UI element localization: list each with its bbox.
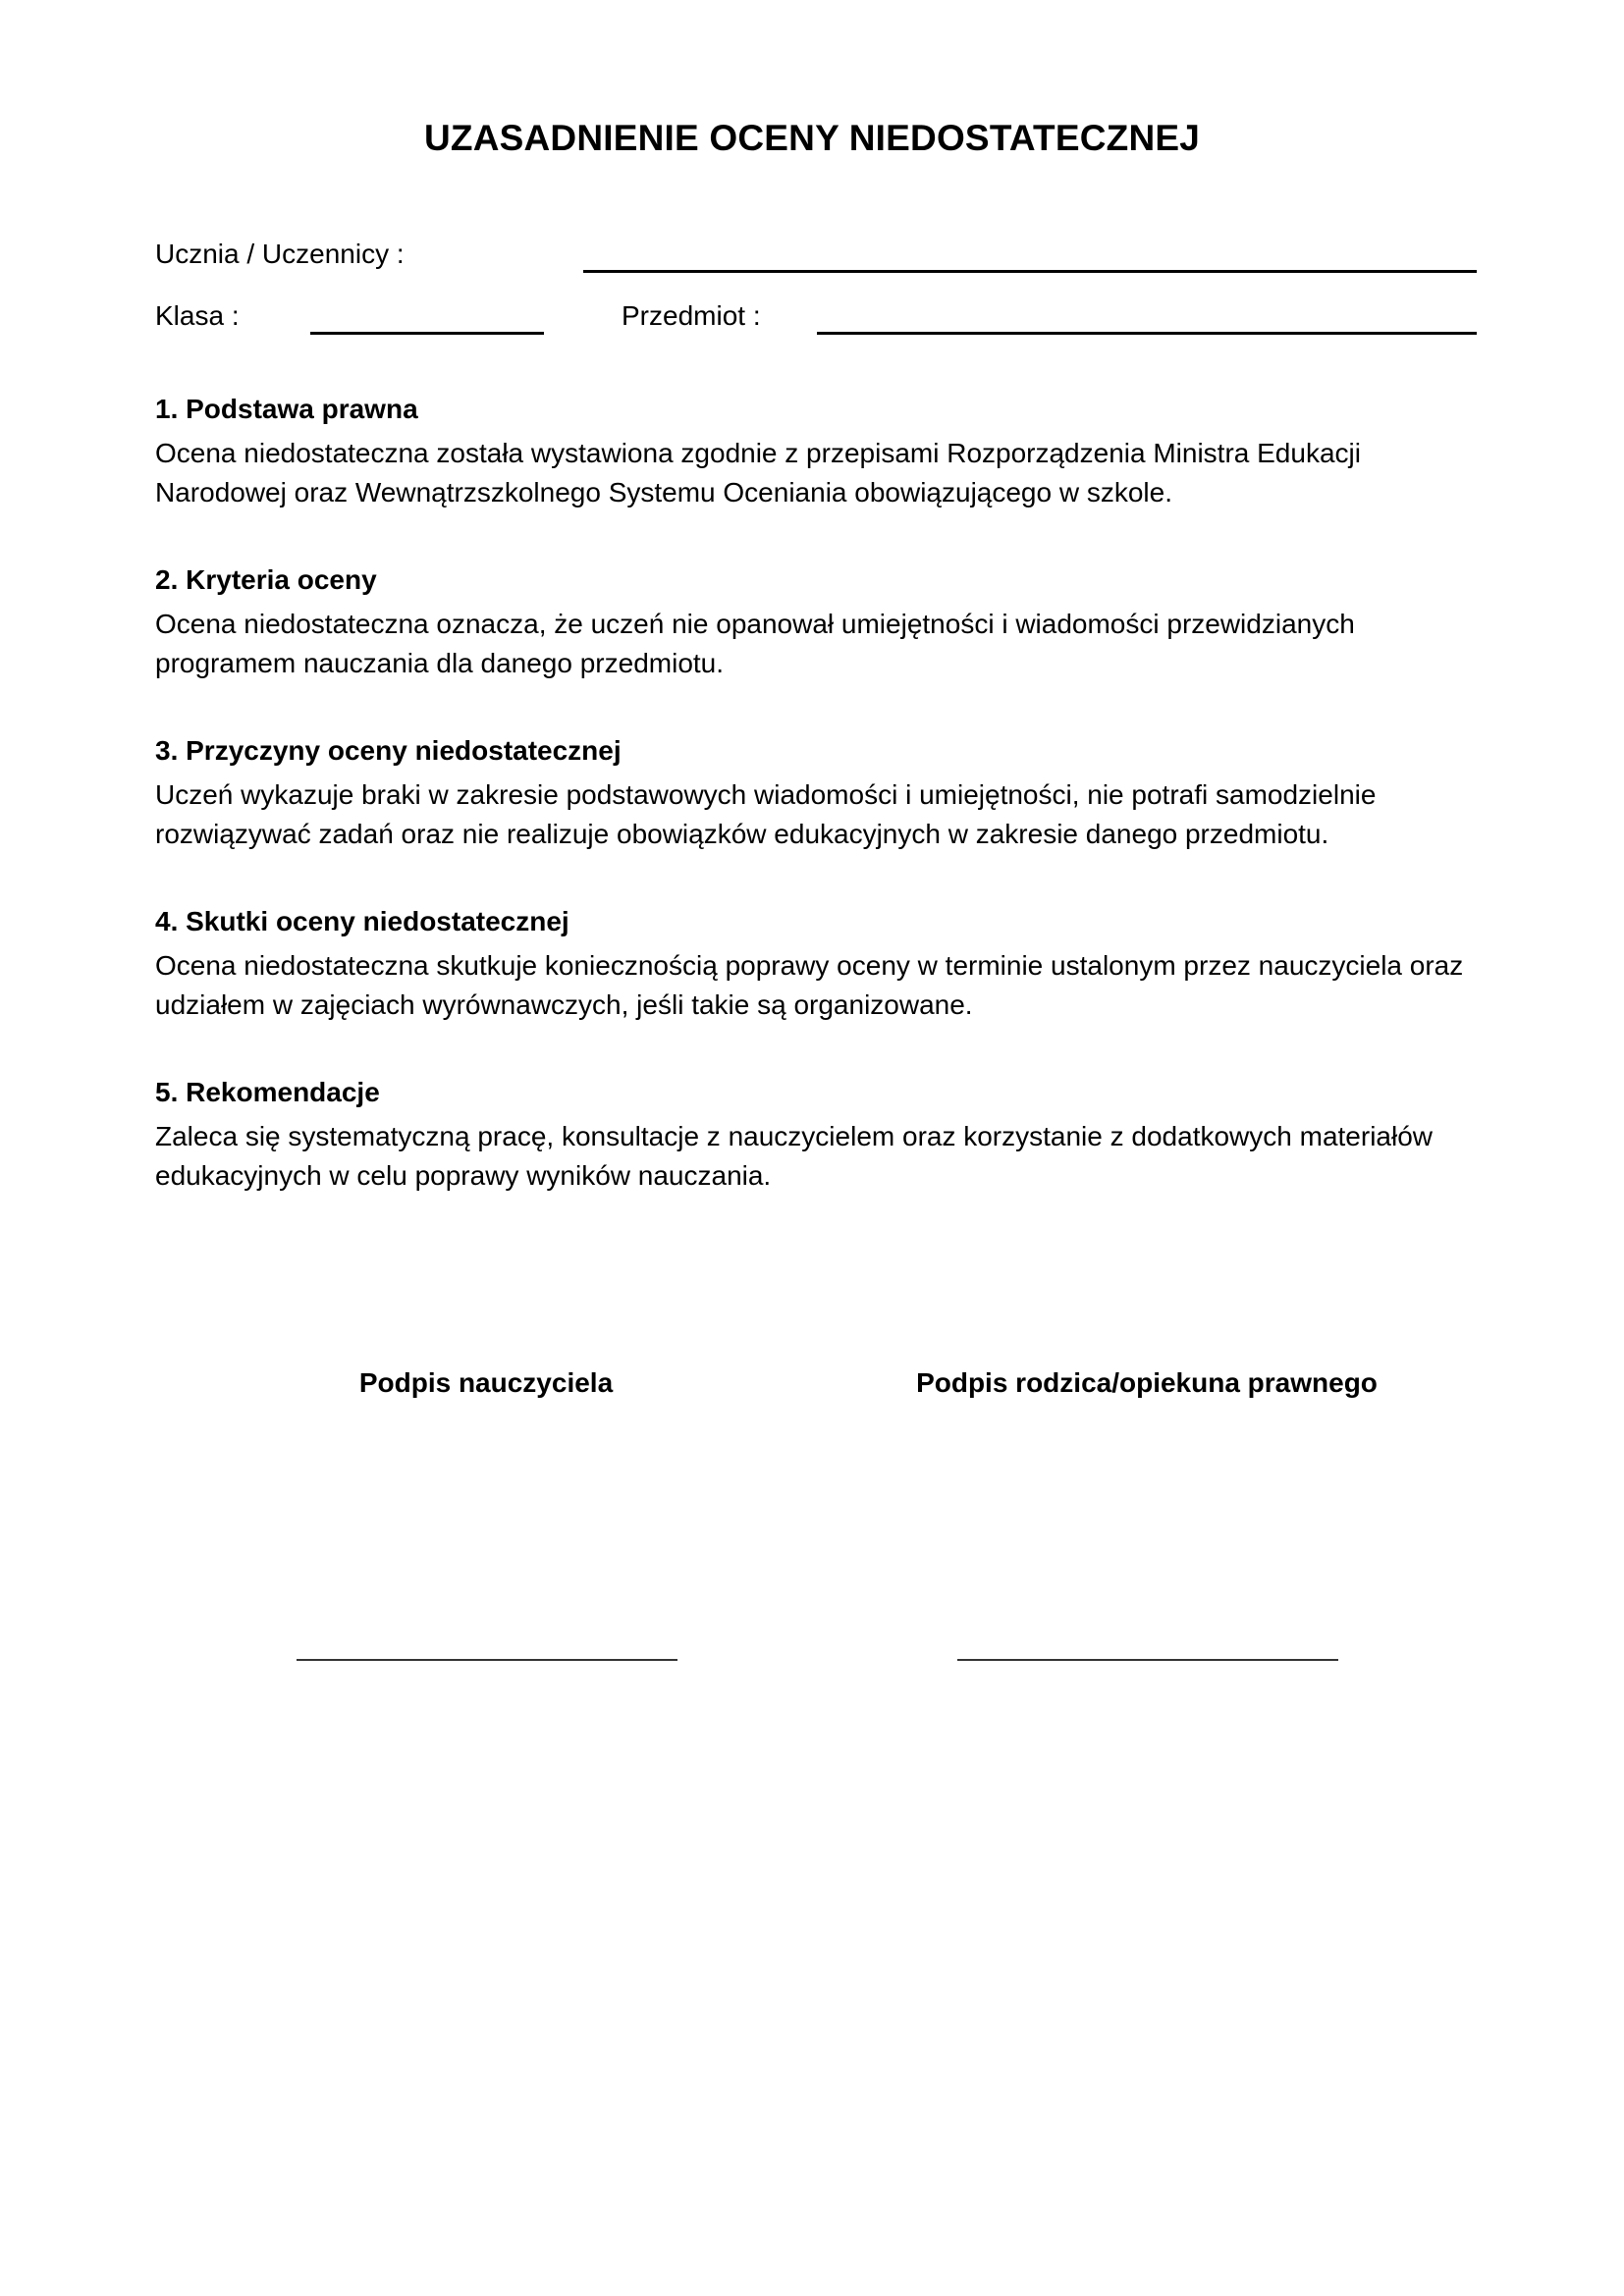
section-heading: 3. Przyczyny oceny niedostatecznej <box>155 735 622 766</box>
section-body-line: udziałem w zajęciach wyrównawczych, jeśli takie są organizowane. <box>155 989 973 1020</box>
section-legal-basis <box>155 393 1490 512</box>
class-line[interactable] <box>310 332 544 335</box>
section-body-line: Ocena niedostateczna została wystawiona zgodnie z przepisami Rozporządzenia Ministra Edukacji <box>155 438 1361 468</box>
teacher-signature-line[interactable] <box>297 1659 677 1661</box>
section-consequences <box>155 905 1490 1025</box>
section-body-line: Uczeń wykazuje braki w zakresie podstawowych wiadomości i umiejętności, nie potrafi samodzielnie <box>155 779 1377 810</box>
section-heading: 1. Podstawa prawna <box>155 394 418 424</box>
subject-field-label: Przedmiot : <box>622 300 761 331</box>
section-criteria <box>155 563 1490 683</box>
section-heading: 2. Kryteria oceny <box>155 564 377 595</box>
section-body-line: programem nauczania dla danego przedmiotu. <box>155 648 725 678</box>
section-body <box>155 605 1490 683</box>
subject-line[interactable] <box>817 332 1477 335</box>
teacher-signature-label: Podpis nauczyciela <box>358 1367 614 1398</box>
section-body-line: Narodowej oraz Wewnątrzszkolnego Systemu Oceniania obowiązującego w szkole. <box>155 477 1172 507</box>
student-name-line[interactable] <box>583 270 1477 273</box>
class-field-label: Klasa : <box>155 300 240 331</box>
section-recommendations <box>155 1076 1490 1196</box>
section-body-line: edukacyjnych w celu poprawy wyników nauczania. <box>155 1160 772 1191</box>
student-field-label: Ucznia / Uczennicy : <box>155 239 405 269</box>
section-body <box>155 434 1490 512</box>
section-body <box>155 775 1490 854</box>
section-body-line: Zaleca się systematyczną pracę, konsultacje z nauczycielem oraz korzystanie z dodatkowych materiałów <box>155 1121 1434 1151</box>
section-body <box>155 1117 1490 1196</box>
section-body-line: Ocena niedostateczna oznacza, że uczeń nie opanował umiejętności i wiadomości przewidzianych <box>155 609 1355 639</box>
section-heading: 5. Rekomendacje <box>155 1077 380 1107</box>
section-heading: 4. Skutki oceny niedostatecznej <box>155 906 569 936</box>
section-body-line: rozwiązywać zadań oraz nie realizuje obowiązków edukacyjnych w zakresie danego przedmiotu. <box>155 819 1329 849</box>
section-body-line: Ocena niedostateczna skutkuje koniecznością poprawy oceny w terminie ustalonym przez nauczyciela oraz <box>155 950 1464 981</box>
section-body <box>155 946 1490 1025</box>
document-title: UZASADNIENIE OCENY NIEDOSTATECZNEJ <box>423 118 1201 158</box>
parent-signature-line[interactable] <box>957 1659 1338 1661</box>
parent-signature-label: Podpis rodzica/opiekuna prawnego <box>916 1367 1378 1398</box>
section-reasons <box>155 734 1490 854</box>
